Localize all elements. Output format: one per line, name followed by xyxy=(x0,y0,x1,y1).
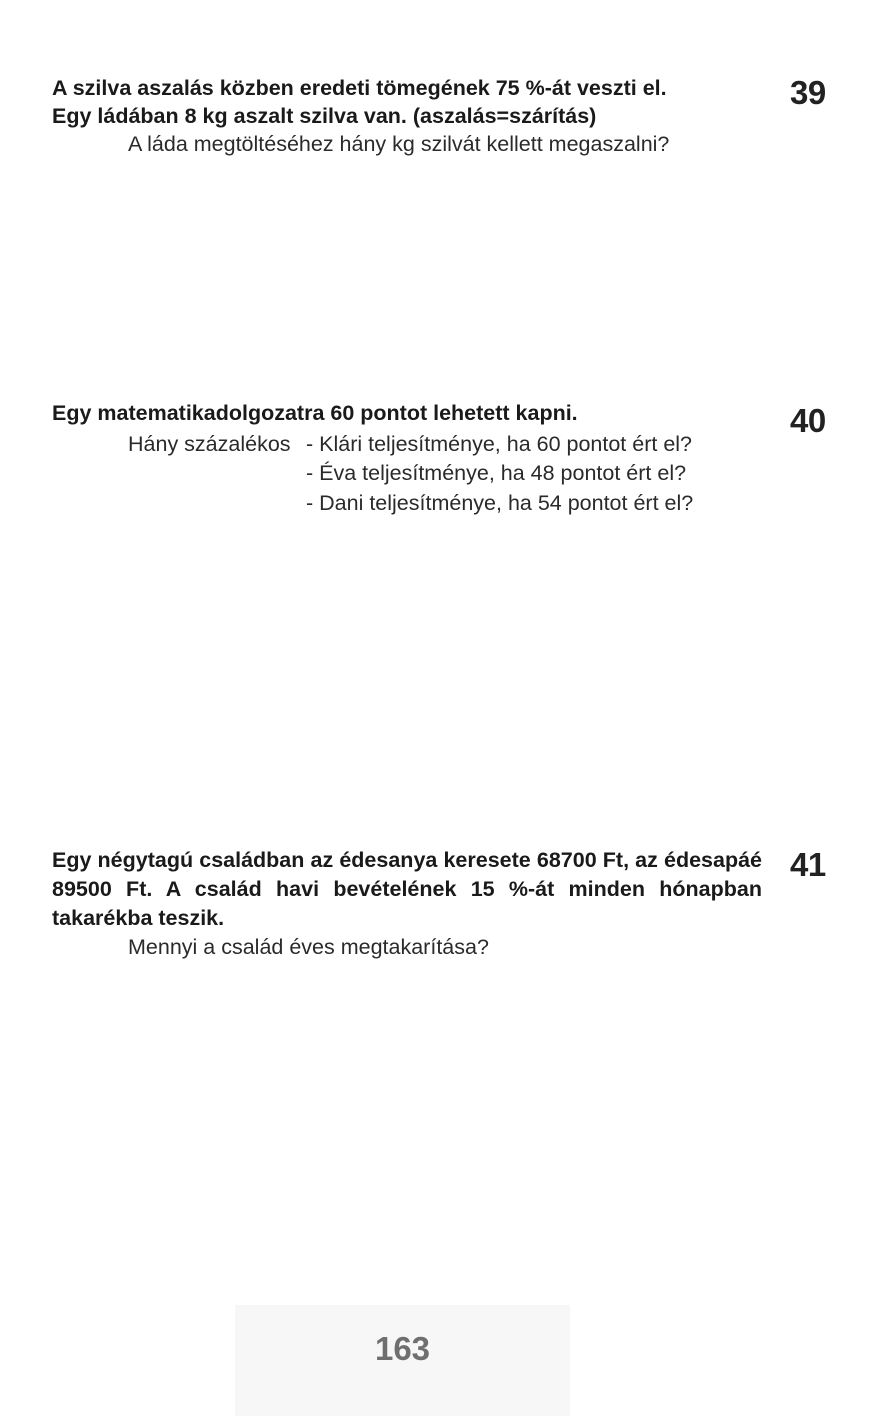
problem-40-sub-question-dani: - Dani teljesítménye, ha 54 pontot ért el? xyxy=(306,491,694,515)
footer-band xyxy=(235,1305,570,1416)
problem-40 xyxy=(52,399,762,427)
problem-40-sub-question-eva: - Éva teljesítménye, ha 48 pontot ért el? xyxy=(306,461,687,485)
problem-41 xyxy=(52,846,762,962)
problem-41-statement: Egy négytagú családban az édesanya keresete 68700 Ft, az édesapáé 89500 Ft. A család havi bevételének 15 %-át minden hónapban takarékba teszik. xyxy=(52,848,762,930)
problem-39-statement-line-1: A szilva aszalás közben eredeti tömegének 75 %-át veszti el. xyxy=(52,76,667,100)
problem-number-41: 41 xyxy=(790,846,826,883)
problem-39-statement-line-2: Egy ládában 8 kg aszalt szilva van. (aszalás=szárítás) xyxy=(52,104,597,128)
problem-41-question: Mennyi a család éves megtakarítása? xyxy=(128,935,489,959)
problem-number-40: 40 xyxy=(790,402,826,439)
problem-number-39: 39 xyxy=(790,74,826,111)
problem-39 xyxy=(52,74,762,159)
problem-40-question-lead: Hány százalékos xyxy=(128,432,291,456)
problem-39-question: A láda megtöltéséhez hány kg szilvát kellett megaszalni? xyxy=(128,132,670,156)
problem-40-statement: Egy matematikadolgozatra 60 pontot lehetett kapni. xyxy=(52,401,578,425)
page-number: 163 xyxy=(374,1330,431,1367)
problem-40-sub-question-klari: - Klári teljesítménye, ha 60 pontot ért el? xyxy=(306,432,693,456)
